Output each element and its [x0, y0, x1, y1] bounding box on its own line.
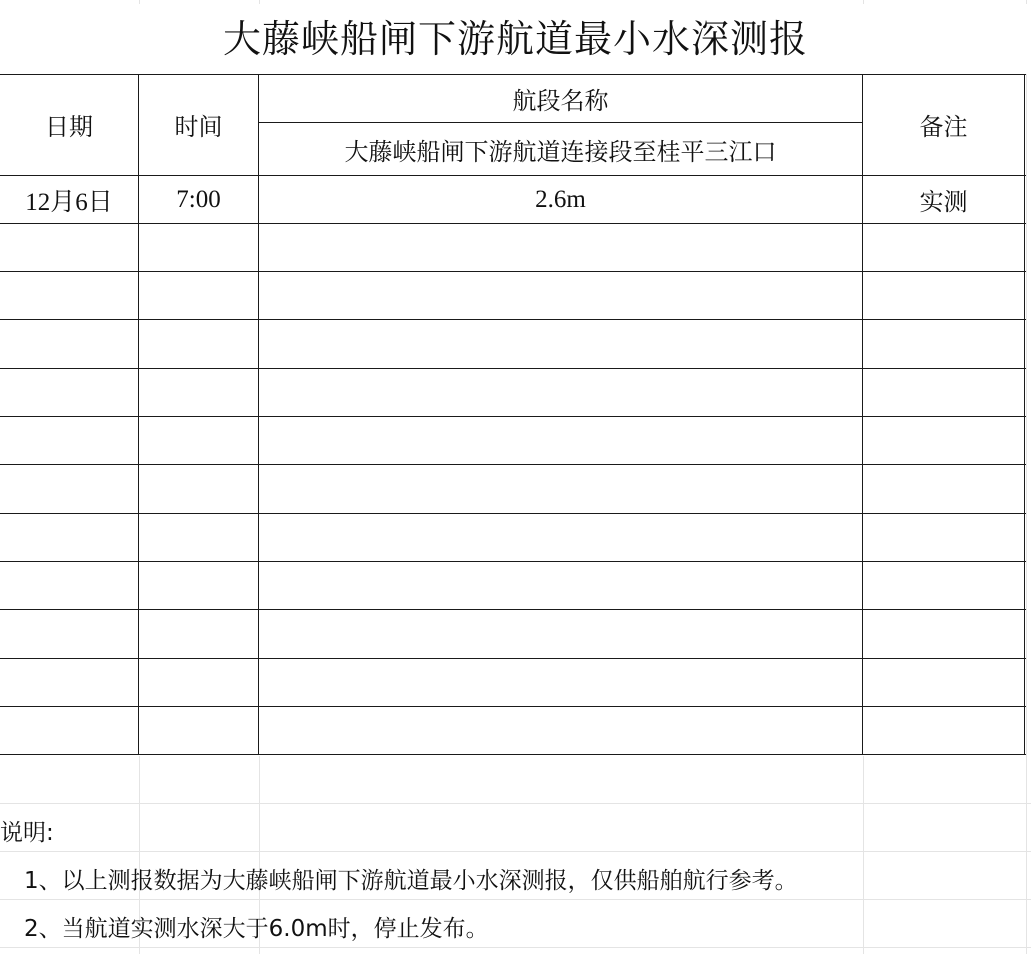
table-row	[0, 320, 1024, 368]
table-row	[0, 465, 1024, 513]
header-section-value: 大藤峡船闸下游航道连接段至桂平三江口	[344, 137, 777, 166]
table-row	[0, 417, 1024, 464]
table-row	[0, 610, 1024, 658]
table-row	[0, 369, 1024, 416]
table-row	[0, 659, 1024, 706]
row-1-depth: 2.6m	[535, 185, 586, 213]
table-row	[0, 562, 1024, 609]
row-1-date: 12月6日	[25, 188, 113, 216]
header-time: 时间	[174, 113, 223, 141]
notes-heading: 说明:	[0, 820, 54, 846]
row-1-remark: 实测	[919, 188, 968, 216]
row-1-time: 7:00	[176, 185, 221, 213]
table-row	[0, 224, 1024, 271]
table-row	[0, 514, 1024, 561]
note-item-1: 1、以上测报数据为大藤峡船闸下游航道最小水深测报，仅供船舶航行参考。	[24, 868, 798, 894]
header-remark: 备注	[919, 113, 968, 141]
note-item-2: 2、当航道实测水深大于6.0m时，停止发布。	[24, 916, 489, 942]
table-row	[0, 272, 1024, 319]
depth-table	[0, 74, 1026, 756]
header-date: 日期	[45, 113, 93, 141]
header-section-name: 航段名称	[512, 86, 609, 115]
page-title: 大藤峡船闸下游航道最小水深测报	[0, 4, 1031, 74]
table-row	[0, 707, 1024, 754]
